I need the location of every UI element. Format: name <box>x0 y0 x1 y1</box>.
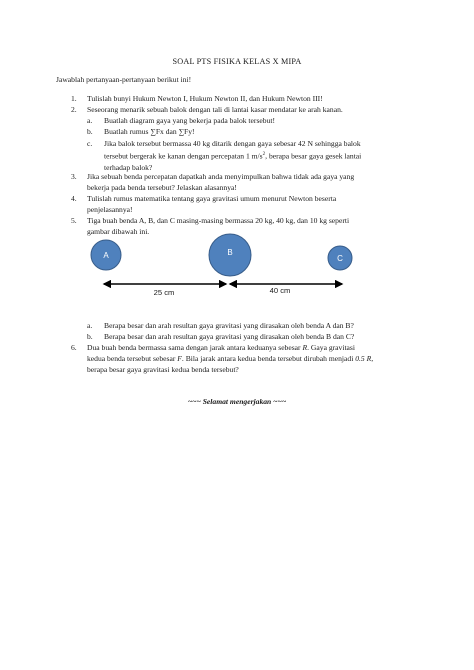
question-line: Tulislah rumus matematika tentang gaya gravitasi umum menurut Newton beserta <box>87 194 337 203</box>
question-number: 2. <box>71 105 77 114</box>
distance-label-bc: 40 cm <box>269 286 291 295</box>
question-line-part: Dua buah benda bermassa sama dengan jarak antara keduanya sebesar <box>87 343 303 352</box>
sub-line: Jika balok tersebut bermassa 40 kg ditarik dengan gaya sebesar 42 N sehingga balok <box>104 139 361 148</box>
variable-r: R <box>302 343 308 352</box>
sub-text: Berapa besar dan arah resultan gaya gravitasi yang dirasakan oleh benda B dan C? <box>104 332 355 341</box>
sub-letter: a. <box>87 116 93 125</box>
question-text <box>87 193 417 215</box>
question-line: berapa besar gaya gravitasi kedua benda tersebut? <box>87 365 239 374</box>
question-line <box>87 353 417 364</box>
question-line: Jika sebuah benda percepatan dapatkah anda menyimpulkan bahwa tidak ada gaya yang <box>87 172 355 181</box>
question-number: 1. <box>71 94 77 103</box>
variable-f: F <box>177 354 182 363</box>
question-number: 6. <box>71 343 77 352</box>
question-line: penjelasannya! <box>87 205 133 214</box>
mass-a-label: A <box>103 251 109 260</box>
sub-text: Buatlah diagram gaya yang bekerja pada balok tersebut! <box>104 116 276 125</box>
question-line: Tiga buah benda A, B, dan C masing-masing bermassa 20 kg, 40 kg, dan 10 kg seperti <box>87 216 350 225</box>
question-line-part: kedua benda tersebut sebesar <box>87 354 178 363</box>
sub-text: Berapa besar dan arah resultan gaya gravitasi yang dirasakan oleh benda A dan B? <box>104 321 354 330</box>
question-line-part: , <box>371 354 374 363</box>
question-line: gambar dibawah ini. <box>87 227 150 236</box>
unit-exponent: 2 <box>262 152 266 157</box>
question-line-part: . Gaya gravitasi <box>307 343 355 352</box>
question-number: 5. <box>71 216 77 225</box>
question-text <box>87 171 417 193</box>
question-line <box>87 342 417 353</box>
variable-half-r: 0.5 R <box>355 354 372 363</box>
sub-letter: b. <box>87 332 93 341</box>
sub-letter: a. <box>87 321 93 330</box>
sub-line-part: tersebut bergerak ke kanan dengan percepatan 1 m/s <box>104 151 263 161</box>
sub-line: terhadap balok? <box>104 162 153 172</box>
sub-text <box>104 138 409 173</box>
question-number: 3. <box>71 172 77 181</box>
masses-diagram <box>90 228 380 308</box>
distance-label-ab: 25 cm <box>153 288 175 297</box>
question-text <box>87 342 417 375</box>
document-title: SOAL PTS FISIKA KELAS X MIPA <box>172 57 302 66</box>
question-line-part: . Bila jarak antara kedua benda tersebut dirubah menjadi <box>181 354 356 363</box>
question-number: 4. <box>71 194 77 203</box>
sub-text: Buatlah rumus ∑Fx dan ∑Fy! <box>104 127 195 136</box>
sub-line <box>104 149 409 162</box>
mass-b-label: B <box>227 248 233 257</box>
question-line: bekerja pada benda tersebut? Jelaskan alasannya! <box>87 183 237 192</box>
mass-c-label: C <box>337 254 343 263</box>
sub-letter: b. <box>87 127 93 136</box>
sub-line-part: , berapa besar gaya gesek lantai <box>265 151 362 161</box>
closing-message: ~~~ Selamat mengerjakan ~~~ <box>187 397 287 406</box>
instructions: Jawablah pertanyaan-pertanyaan berikut ini! <box>56 75 192 84</box>
question-text: Tulislah bunyi Hukum Newton I, Hukum Newton II, dan Hukum Newton III! <box>87 94 323 103</box>
question-text: Seseorang menarik sebuah balok dengan tali di lantai kasar mendatar ke arah kanan. <box>87 105 343 114</box>
sub-letter: c. <box>87 139 93 148</box>
